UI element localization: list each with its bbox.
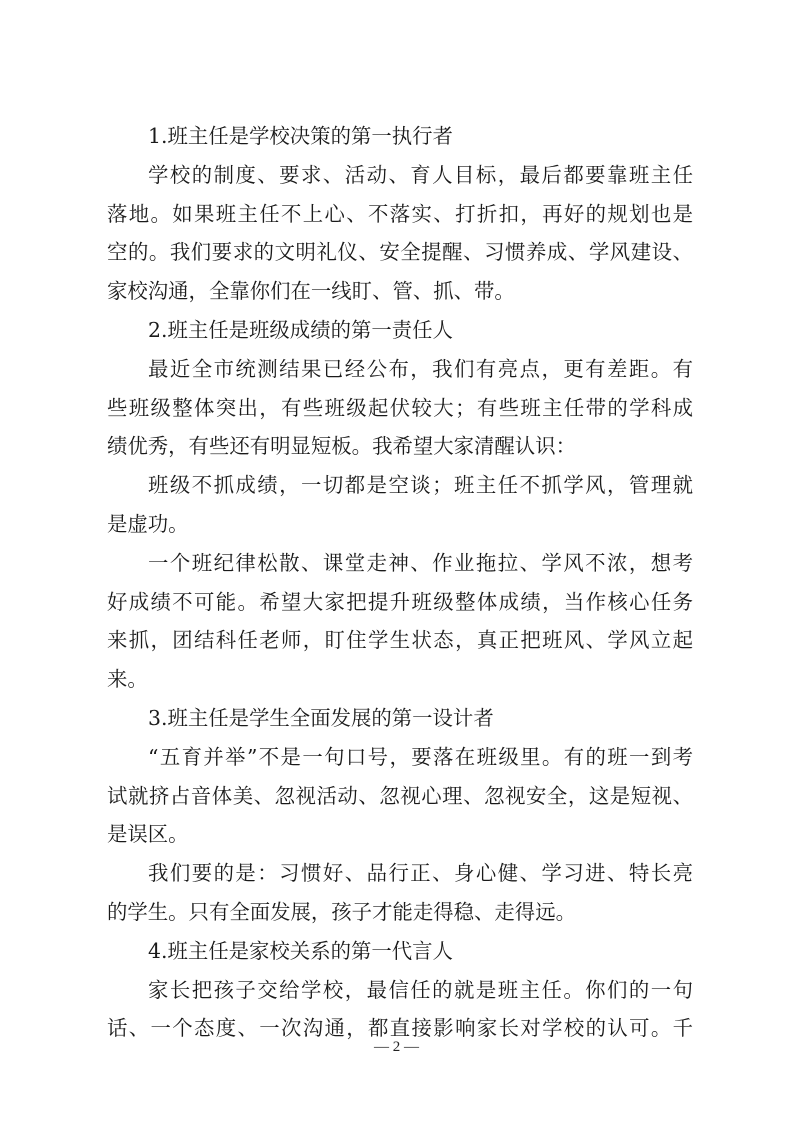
- paragraph-line: 落地。如果班主任不上心、不落实、打折扣，再好的规划也是: [107, 201, 693, 226]
- paragraph-line: 来。: [107, 667, 148, 692]
- document-body: [107, 117, 693, 1048]
- paragraph-line: 来抓，团结科任老师，盯住学生状态，真正把班风、学风立起: [107, 628, 693, 653]
- paragraph-line: 空的。我们要求的文明礼仪、安全提醒、习惯养成、学风建设、: [107, 240, 693, 265]
- paragraph-line: 好成绩不可能。希望大家把提升班级整体成绩，当作核心任务: [107, 589, 693, 614]
- page-number: — 2 —: [374, 1039, 419, 1055]
- paragraph-line: 我们要的是：习惯好、品行正、身心健、学习进、特长亮: [148, 861, 693, 886]
- paragraph-line: “五育并举”不是一句口号，要落在班级里。有的班一到考: [148, 744, 693, 769]
- paragraph-line: 些班级整体突出，有些班级起伏较大；有些班主任带的学科成: [107, 395, 693, 420]
- paragraph-line: 是虚功。: [107, 511, 189, 536]
- section-heading-4: 4.班主任是家校关系的第一代言人: [148, 938, 453, 963]
- paragraph-line: 的学生。只有全面发展，孩子才能走得稳、走得远。: [107, 899, 576, 924]
- paragraph-line: 最近全市统测结果已经公布，我们有亮点，更有差距。有: [148, 356, 693, 381]
- paragraph-line: 家长把孩子交给学校，最信任的就是班主任。你们的一句: [148, 977, 693, 1002]
- section-heading-2: 2.班主任是班级成绩的第一责任人: [148, 317, 453, 342]
- paragraph-line: 绩优秀，有些还有明显短板。我希望大家清醒认识：: [107, 434, 576, 459]
- paragraph-line: 话、一个态度、一次沟通，都直接影响家长对学校的认可。千: [107, 1016, 693, 1041]
- paragraph-line: 试就挤占音体美、忽视活动、忽视心理、忽视安全，这是短视、: [107, 783, 693, 808]
- paragraph-line: 家校沟通，全靠你们在一线盯、管、抓、带。: [107, 279, 515, 304]
- paragraph-line: 是误区。: [107, 822, 189, 847]
- paragraph-line: 学校的制度、要求、活动、育人目标，最后都要靠班主任: [148, 162, 693, 187]
- paragraph-line: 一个班纪律松散、课堂走神、作业拖拉、学风不浓，想考: [148, 550, 693, 575]
- paragraph-line: 班级不抓成绩，一切都是空谈；班主任不抓学风，管理就: [148, 473, 693, 498]
- section-heading-1: 1.班主任是学校决策的第一执行者: [148, 124, 453, 148]
- section-heading-3: 3.班主任是学生全面发展的第一设计者: [148, 705, 494, 730]
